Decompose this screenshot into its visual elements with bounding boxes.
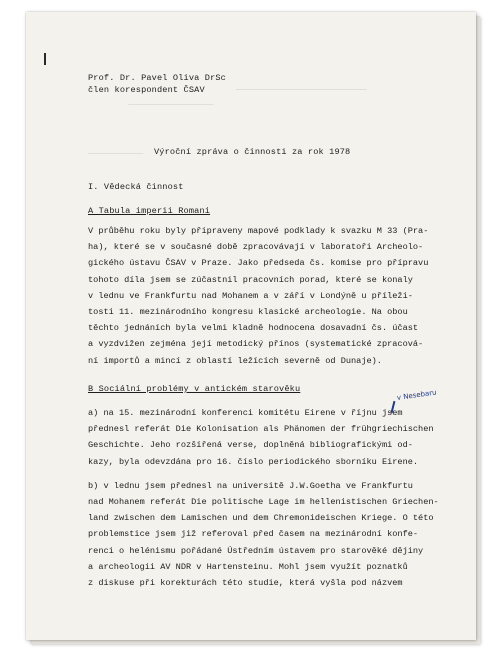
text-line: gického ústavu ČSAV v Praze. Jako předseda čs. komise pro přípravu bbox=[88, 258, 429, 269]
text-line: a vyzdvižen zejména její metodický přínos (systematické zpracová- bbox=[88, 339, 424, 350]
text-line: z diskuse při korekturách této studie, která vyšla pod názvem bbox=[88, 578, 403, 589]
text-line: v lednu ve Frankfurtu nad Mohanem a v září v Londýně u příleži- bbox=[88, 290, 413, 301]
subsection-a-body bbox=[88, 223, 428, 369]
text-line: těchto jednáních byla velmi kladně hodnocena dosavadní čs. účast bbox=[88, 323, 419, 334]
text-line: nad Mohanem referát Die politische Lage im hellenistischen Griechen- bbox=[88, 497, 439, 508]
text-line: land zwischen dem Lamischen und dem Chremonideischen Kriege. O této bbox=[88, 513, 434, 524]
text-line: Geschichte. Jeho rozšířená verse, doplněná bibliografickými od- bbox=[88, 440, 413, 451]
text-line: V průběhu roku byly připraveny mapové podklady k svazku M 33 (Pra- bbox=[88, 226, 429, 236]
subsection-a-heading: A Tabula imperii Romani bbox=[88, 206, 211, 216]
text-line: renci o helénismu pořádané Ústředním ústavem pro starověké dějiny bbox=[88, 545, 424, 556]
text-line: problemstice jsem již referoval před časem na mezinárodní konfe- bbox=[88, 529, 419, 540]
text-line: kazy, byla odevzdána pro 16. číslo periodického sborníku Eirene. bbox=[88, 456, 419, 467]
text-line: ha), které se v současné době zpracovávají v laboratoři Archeolo- bbox=[88, 242, 424, 253]
section-heading: I. Vědecká činnost bbox=[88, 182, 184, 192]
bleed-through-shadow: ─────────── bbox=[88, 149, 144, 159]
text-line: a) na 15. mezinárodní konferenci komitétu Eirene v říjnu jsem bbox=[88, 408, 403, 418]
document-page bbox=[26, 12, 476, 640]
text-line: přednesl referát Die Kolonisation als Phänomen der frühgriechischen bbox=[88, 424, 434, 435]
bleed-through-shadow: ───────────────── bbox=[88, 100, 214, 110]
margin-mark bbox=[44, 53, 46, 65]
handwritten-note: v Nesebaru bbox=[396, 388, 438, 402]
text-line: ní importů a mincí z oblastí ležících severně od Dunaje). bbox=[88, 355, 382, 366]
text-line: tohoto díla jsem se zúčastnil pracovních porad, které se konaly bbox=[88, 274, 413, 285]
document-title: Výroční zpráva o činnosti za rok 1978 bbox=[154, 147, 351, 157]
author-line: Prof. Dr. Pavel Oliva DrSc bbox=[88, 73, 226, 83]
subsection-b-heading: B Sociální problémy v antickém starověku bbox=[88, 384, 301, 394]
text-line: tosti 11. mezinárodního kongresu klasické archeologie. Na obou bbox=[88, 307, 408, 318]
subsection-b-body bbox=[88, 405, 439, 591]
position-line: člen korespondent ČSAV bbox=[88, 85, 205, 95]
bleed-through-shadow: ────────────────────────── bbox=[236, 85, 367, 95]
text-line: b) v lednu jsem přednesl na universitě J.W.Goetha ve Frankfurtu bbox=[88, 480, 413, 491]
text-line: a archeologii AV NDR v Hartensteinu. Mohl jsem využít poznatků bbox=[88, 561, 408, 572]
